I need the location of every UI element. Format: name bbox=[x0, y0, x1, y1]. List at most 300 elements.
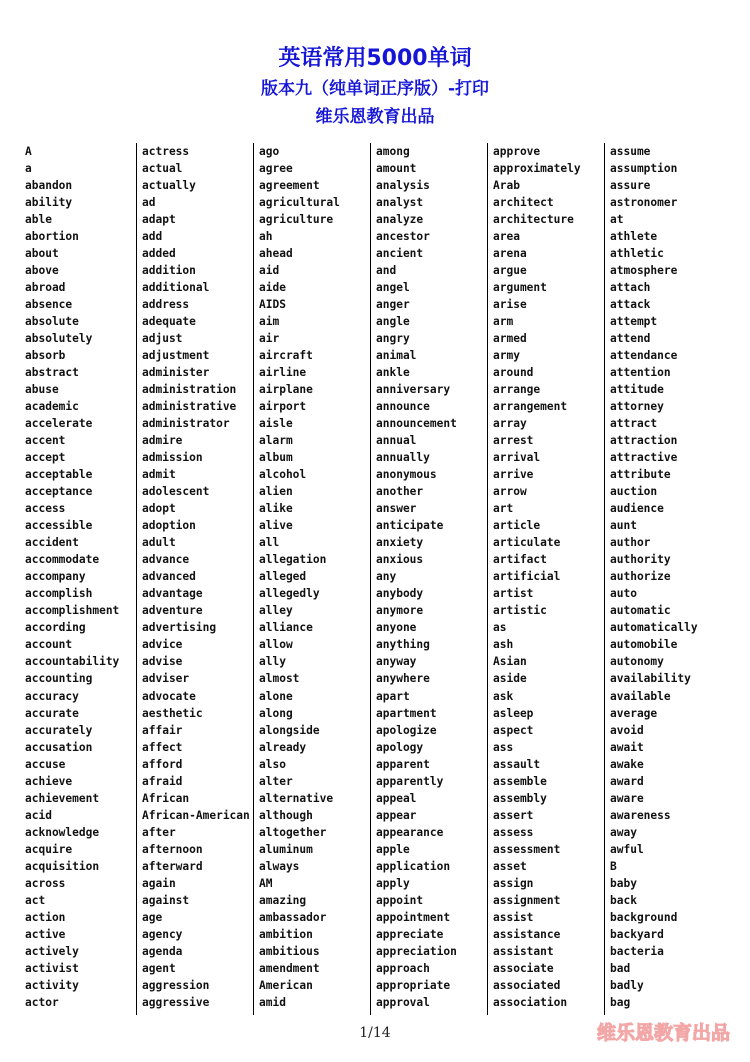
word-entry: added bbox=[142, 247, 176, 261]
word-entry: athlete bbox=[610, 230, 658, 244]
word-entry: amount bbox=[376, 162, 417, 176]
word-entry: alley bbox=[259, 604, 293, 618]
word-entry: aunt bbox=[610, 519, 637, 533]
word-entry: activist bbox=[25, 961, 79, 975]
word-entry: airport bbox=[259, 400, 307, 414]
word-entry: association bbox=[493, 995, 568, 1009]
word-entry: assess bbox=[493, 825, 534, 839]
word-entry: age bbox=[142, 910, 163, 924]
word-entry: abortion bbox=[25, 230, 79, 244]
word-entry: actor bbox=[25, 995, 59, 1009]
word-entry: authorize bbox=[610, 570, 671, 584]
word-entry: admission bbox=[142, 451, 203, 465]
word-entry: administration bbox=[142, 383, 237, 397]
word-entry: academic bbox=[25, 400, 79, 414]
word-entry: attitude bbox=[610, 383, 664, 397]
publisher-line: 维乐恩教育出品 bbox=[315, 107, 435, 127]
word-entry: advertising bbox=[142, 621, 217, 635]
word-entry: anticipate bbox=[376, 519, 444, 533]
word-entry: armed bbox=[493, 332, 527, 346]
word-entry: additional bbox=[142, 281, 210, 295]
word-entry: ancient bbox=[376, 247, 424, 261]
word-entry: able bbox=[25, 213, 52, 227]
word-entry: artist bbox=[493, 587, 534, 601]
word-entry: appeal bbox=[376, 791, 417, 805]
word-entry: analyst bbox=[376, 196, 424, 210]
word-entry: actress bbox=[142, 145, 190, 158]
word-entry: artistic bbox=[493, 604, 547, 618]
document-title: 英语常用5000单词 bbox=[278, 46, 472, 71]
word-entry: ago bbox=[259, 145, 280, 158]
word-entry: aggression bbox=[142, 978, 210, 992]
word-entry: aesthetic bbox=[142, 706, 203, 720]
word-entry: automatically bbox=[610, 621, 698, 635]
word-entry: ancestor bbox=[376, 230, 430, 244]
word-entry: award bbox=[610, 774, 644, 788]
word-entry: announcement bbox=[376, 417, 457, 431]
word-entry: advise bbox=[142, 655, 183, 669]
word-entry: accomplishment bbox=[25, 604, 120, 618]
word-entry: acceptable bbox=[25, 468, 93, 482]
word-entry: acid bbox=[25, 808, 52, 822]
word-entry: ankle bbox=[376, 366, 410, 380]
word-entry: aspect bbox=[493, 723, 534, 737]
word-entry: argument bbox=[493, 281, 547, 295]
word-entry: AIDS bbox=[259, 298, 286, 312]
word-entry: apply bbox=[376, 876, 410, 890]
word-entry: arrive bbox=[493, 468, 534, 482]
word-entry: apologize bbox=[376, 723, 437, 737]
word-entry: apartment bbox=[376, 706, 437, 720]
word-entry: argue bbox=[493, 264, 527, 278]
word-entry: aggressive bbox=[142, 995, 210, 1009]
word-entry: account bbox=[25, 638, 73, 652]
word-entry: automobile bbox=[610, 638, 678, 652]
word-entry: B bbox=[610, 859, 617, 873]
word-entry: attach bbox=[610, 281, 651, 295]
word-entry: attempt bbox=[610, 315, 658, 329]
word-entry: afternoon bbox=[142, 842, 203, 856]
word-entry: asleep bbox=[493, 706, 534, 720]
word-entry: annually bbox=[376, 451, 430, 465]
word-entry: appointment bbox=[376, 910, 451, 924]
word-entry: appear bbox=[376, 808, 417, 822]
word-entry: approach bbox=[376, 961, 430, 975]
word-entry: angle bbox=[376, 315, 410, 329]
word-entry: assistant bbox=[493, 944, 554, 958]
word-entry: appearance bbox=[376, 825, 444, 839]
word-entry: ask bbox=[493, 689, 514, 703]
word-entry: any bbox=[376, 570, 397, 584]
word-entry: alone bbox=[259, 689, 293, 703]
word-entry: at bbox=[610, 213, 624, 227]
word-entry: attribute bbox=[610, 468, 671, 482]
word-entry: advocate bbox=[142, 689, 196, 703]
publisher-watermark: 维乐恩教育出品 bbox=[596, 1022, 730, 1044]
word-entry: anywhere bbox=[376, 672, 430, 686]
word-entry: anxiety bbox=[376, 536, 424, 550]
word-entry: actual bbox=[142, 162, 183, 176]
word-entry: agricultural bbox=[259, 196, 340, 210]
word-entry: bacteria bbox=[610, 944, 664, 958]
word-entry: accept bbox=[25, 451, 66, 465]
word-entry: absolutely bbox=[25, 332, 93, 346]
word-entry: ass bbox=[493, 740, 514, 754]
word-entry: adult bbox=[142, 536, 176, 550]
word-entry: appreciation bbox=[376, 944, 457, 958]
word-entry: alien bbox=[259, 485, 293, 499]
word-entry: accent bbox=[25, 434, 66, 448]
word-column-3 bbox=[253, 143, 371, 1015]
word-entry: associate bbox=[493, 961, 554, 975]
word-entry: assemble bbox=[493, 774, 547, 788]
word-entry: back bbox=[610, 893, 637, 907]
word-entry: about bbox=[25, 247, 59, 261]
word-entry: anger bbox=[376, 298, 410, 312]
word-entry: auto bbox=[610, 587, 637, 601]
word-entry: badly bbox=[610, 978, 644, 992]
word-entry: absence bbox=[25, 298, 73, 312]
word-columns bbox=[20, 143, 740, 1015]
word-entry: author bbox=[610, 536, 651, 550]
word-entry: aisle bbox=[259, 417, 293, 431]
word-entry: and bbox=[376, 264, 397, 278]
word-entry: backyard bbox=[610, 927, 664, 941]
word-entry: advanced bbox=[142, 570, 196, 584]
word-entry: allegation bbox=[259, 553, 327, 567]
word-entry: announce bbox=[376, 400, 430, 414]
word-entry: adventure bbox=[142, 604, 203, 618]
word-entry: almost bbox=[259, 672, 300, 686]
word-entry: artificial bbox=[493, 570, 561, 584]
word-entry: autonomy bbox=[610, 655, 664, 669]
word-entry: active bbox=[25, 927, 66, 941]
word-entry: achieve bbox=[25, 774, 73, 788]
word-entry: arm bbox=[493, 315, 514, 329]
word-entry: authority bbox=[610, 553, 671, 567]
word-entry: attention bbox=[610, 366, 671, 380]
word-entry: agent bbox=[142, 961, 176, 975]
word-entry: adolescent bbox=[142, 485, 210, 499]
word-entry: AM bbox=[259, 876, 273, 890]
word-entry: afraid bbox=[142, 774, 183, 788]
word-entry: aircraft bbox=[259, 349, 313, 363]
word-entry: aide bbox=[259, 281, 286, 295]
word-entry: Arab bbox=[493, 179, 520, 193]
word-entry: attractive bbox=[610, 451, 678, 465]
word-entry: apple bbox=[376, 842, 410, 856]
word-entry: aluminum bbox=[259, 842, 313, 856]
word-entry: apart bbox=[376, 689, 410, 703]
document-subtitle: 版本九（纯单词正序版）-打印 bbox=[260, 79, 490, 99]
word-entry: always bbox=[259, 859, 300, 873]
word-entry: acquisition bbox=[25, 859, 100, 873]
word-entry: attorney bbox=[610, 400, 664, 414]
word-entry: as bbox=[493, 621, 507, 635]
word-entry: African bbox=[142, 791, 190, 805]
word-entry: anniversary bbox=[376, 383, 451, 397]
word-entry: area bbox=[493, 230, 520, 244]
word-entry: assert bbox=[493, 808, 534, 822]
word-entry: article bbox=[493, 519, 541, 533]
document-header bbox=[0, 44, 750, 130]
word-entry: annual bbox=[376, 434, 417, 448]
word-entry: acquire bbox=[25, 842, 73, 856]
word-entry: assistance bbox=[493, 927, 561, 941]
word-entry: angry bbox=[376, 332, 410, 346]
word-column-5 bbox=[487, 143, 605, 1015]
word-entry: accuracy bbox=[25, 689, 79, 703]
word-entry: another bbox=[376, 485, 424, 499]
page-number: 1/14 bbox=[359, 1025, 391, 1041]
word-entry: against bbox=[142, 893, 190, 907]
word-entry: avoid bbox=[610, 723, 644, 737]
word-entry: ambition bbox=[259, 927, 313, 941]
word-entry: background bbox=[610, 910, 678, 924]
word-entry: anymore bbox=[376, 604, 424, 618]
word-entry: alternative bbox=[259, 791, 334, 805]
word-entry: anonymous bbox=[376, 468, 437, 482]
word-entry: act bbox=[25, 893, 46, 907]
word-entry: album bbox=[259, 451, 293, 465]
word-entry: alter bbox=[259, 774, 293, 788]
word-entry: add bbox=[142, 230, 163, 244]
word-entry: according bbox=[25, 621, 86, 635]
word-entry: agency bbox=[142, 927, 183, 941]
word-entry: assessment bbox=[493, 842, 561, 856]
word-entry: airline bbox=[259, 366, 307, 380]
word-entry: absolute bbox=[25, 315, 79, 329]
word-entry: again bbox=[142, 876, 176, 890]
word-entry: amazing bbox=[259, 893, 307, 907]
word-entry: afford bbox=[142, 757, 183, 771]
word-entry: adequate bbox=[142, 315, 196, 329]
word-entry: around bbox=[493, 366, 534, 380]
word-entry: bag bbox=[610, 995, 631, 1009]
word-entry: bad bbox=[610, 961, 631, 975]
word-entry: agree bbox=[259, 162, 293, 176]
word-entry: A bbox=[25, 145, 32, 158]
word-entry: admire bbox=[142, 434, 183, 448]
word-entry: abstract bbox=[25, 366, 79, 380]
word-entry: also bbox=[259, 757, 286, 771]
word-entry: arrange bbox=[493, 383, 541, 397]
word-entry: ahead bbox=[259, 247, 293, 261]
word-entry: ambitious bbox=[259, 944, 320, 958]
word-entry: Asian bbox=[493, 655, 527, 669]
word-entry: arrival bbox=[493, 451, 541, 465]
word-entry: apology bbox=[376, 740, 424, 754]
word-entry: appreciate bbox=[376, 927, 444, 941]
word-entry: accommodate bbox=[25, 553, 100, 567]
word-column-1 bbox=[20, 143, 137, 1015]
word-entry: anyone bbox=[376, 621, 417, 635]
word-entry: attendance bbox=[610, 349, 678, 363]
word-entry: addition bbox=[142, 264, 196, 278]
word-entry: analyze bbox=[376, 213, 424, 227]
word-entry: airplane bbox=[259, 383, 313, 397]
word-entry: art bbox=[493, 502, 514, 516]
word-entry: agenda bbox=[142, 944, 183, 958]
word-entry: ad bbox=[142, 196, 156, 210]
word-entry: accounting bbox=[25, 672, 93, 686]
word-entry: advantage bbox=[142, 587, 203, 601]
word-entry: ah bbox=[259, 230, 273, 244]
word-entry: apparent bbox=[376, 757, 430, 771]
word-entry: across bbox=[25, 876, 66, 890]
word-entry: appoint bbox=[376, 893, 424, 907]
word-entry: administrator bbox=[142, 417, 230, 431]
word-entry: activity bbox=[25, 978, 79, 992]
word-entry: aside bbox=[493, 672, 527, 686]
word-entry: aim bbox=[259, 315, 280, 329]
word-entry: artifact bbox=[493, 553, 547, 567]
word-entry: accelerate bbox=[25, 417, 93, 431]
word-entry: administrative bbox=[142, 400, 237, 414]
word-entry: attack bbox=[610, 298, 651, 312]
word-entry: architect bbox=[493, 196, 554, 210]
word-entry: array bbox=[493, 417, 527, 431]
word-entry: allow bbox=[259, 638, 293, 652]
word-entry: assignment bbox=[493, 893, 561, 907]
word-entry: African-American bbox=[142, 808, 250, 822]
word-entry: athletic bbox=[610, 247, 664, 261]
word-entry: awful bbox=[610, 842, 644, 856]
word-entry: analysis bbox=[376, 179, 430, 193]
word-entry: approve bbox=[493, 145, 541, 158]
word-entry: address bbox=[142, 298, 190, 312]
word-entry: arrow bbox=[493, 485, 527, 499]
word-entry: attraction bbox=[610, 434, 678, 448]
word-entry: astronomer bbox=[610, 196, 678, 210]
word-entry: associated bbox=[493, 978, 561, 992]
word-entry: arena bbox=[493, 247, 527, 261]
word-entry: all bbox=[259, 536, 280, 550]
word-entry: arrest bbox=[493, 434, 534, 448]
word-entry: abandon bbox=[25, 179, 73, 193]
word-entry: available bbox=[610, 689, 671, 703]
word-entry: baby bbox=[610, 876, 637, 890]
word-entry: accusation bbox=[25, 740, 93, 754]
word-entry: arise bbox=[493, 298, 527, 312]
word-entry: alliance bbox=[259, 621, 313, 635]
word-entry: articulate bbox=[493, 536, 561, 550]
word-entry: attend bbox=[610, 332, 651, 346]
word-entry: allegedly bbox=[259, 587, 320, 601]
word-entry: assumption bbox=[610, 162, 678, 176]
word-entry: accuse bbox=[25, 757, 66, 771]
word-entry: achievement bbox=[25, 791, 100, 805]
word-entry: alleged bbox=[259, 570, 307, 584]
word-entry: affair bbox=[142, 723, 183, 737]
word-entry: acknowledge bbox=[25, 825, 100, 839]
word-entry: adjust bbox=[142, 332, 183, 346]
word-entry: alive bbox=[259, 519, 293, 533]
word-entry: alarm bbox=[259, 434, 293, 448]
word-entry: adoption bbox=[142, 519, 196, 533]
word-entry: affect bbox=[142, 740, 183, 754]
word-entry: assume bbox=[610, 145, 651, 158]
word-entry: anyway bbox=[376, 655, 417, 669]
word-entry: away bbox=[610, 825, 637, 839]
word-entry: air bbox=[259, 332, 280, 346]
word-entry: awake bbox=[610, 757, 644, 771]
word-entry: above bbox=[25, 264, 59, 278]
word-entry: average bbox=[610, 706, 658, 720]
word-entry: availability bbox=[610, 672, 691, 686]
word-entry: actually bbox=[142, 179, 196, 193]
word-entry: although bbox=[259, 808, 313, 822]
word-entry: ambassador bbox=[259, 910, 327, 924]
word-entry: adopt bbox=[142, 502, 176, 516]
word-entry: ally bbox=[259, 655, 286, 669]
word-entry: along bbox=[259, 706, 293, 720]
word-entry: afterward bbox=[142, 859, 203, 873]
word-entry: asset bbox=[493, 859, 527, 873]
word-entry: alcohol bbox=[259, 468, 307, 482]
word-entry: altogether bbox=[259, 825, 327, 839]
word-entry: audience bbox=[610, 502, 664, 516]
word-entry: accomplish bbox=[25, 587, 93, 601]
word-entry: application bbox=[376, 859, 451, 873]
word-entry: attract bbox=[610, 417, 658, 431]
word-entry: adviser bbox=[142, 672, 190, 686]
word-entry: appropriate bbox=[376, 978, 451, 992]
word-entry: American bbox=[259, 978, 313, 992]
word-entry: auction bbox=[610, 485, 658, 499]
word-entry: apparently bbox=[376, 774, 444, 788]
word-entry: anxious bbox=[376, 553, 424, 567]
word-entry: angel bbox=[376, 281, 410, 295]
word-entry: accident bbox=[25, 536, 79, 550]
word-entry: adapt bbox=[142, 213, 176, 227]
word-entry: actively bbox=[25, 944, 79, 958]
word-entry: alike bbox=[259, 502, 293, 516]
word-column-2 bbox=[136, 143, 254, 1015]
word-entry: abroad bbox=[25, 281, 66, 295]
word-entry: after bbox=[142, 825, 176, 839]
word-entry: already bbox=[259, 740, 307, 754]
word-entry: assure bbox=[610, 179, 651, 193]
word-entry: alongside bbox=[259, 723, 320, 737]
word-entry: accurately bbox=[25, 723, 93, 737]
word-entry: a bbox=[25, 162, 32, 176]
word-entry: among bbox=[376, 145, 410, 158]
word-entry: accurate bbox=[25, 706, 79, 720]
word-entry: automatic bbox=[610, 604, 671, 618]
word-entry: assign bbox=[493, 876, 534, 890]
word-entry: access bbox=[25, 502, 66, 516]
word-entry: administer bbox=[142, 366, 210, 380]
word-entry: agriculture bbox=[259, 213, 334, 227]
word-entry: anybody bbox=[376, 587, 424, 601]
word-entry: arrangement bbox=[493, 400, 568, 414]
word-entry: atmosphere bbox=[610, 264, 678, 278]
word-entry: anything bbox=[376, 638, 430, 652]
word-entry: agreement bbox=[259, 179, 320, 193]
word-entry: accountability bbox=[25, 655, 120, 669]
word-entry: advice bbox=[142, 638, 183, 652]
word-entry: amendment bbox=[259, 961, 320, 975]
word-entry: abuse bbox=[25, 383, 59, 397]
word-column-6 bbox=[604, 143, 722, 1015]
word-entry: adjustment bbox=[142, 349, 210, 363]
word-entry: action bbox=[25, 910, 66, 924]
word-entry: accessible bbox=[25, 519, 93, 533]
word-entry: architecture bbox=[493, 213, 574, 227]
word-entry: army bbox=[493, 349, 520, 363]
word-entry: accompany bbox=[25, 570, 86, 584]
